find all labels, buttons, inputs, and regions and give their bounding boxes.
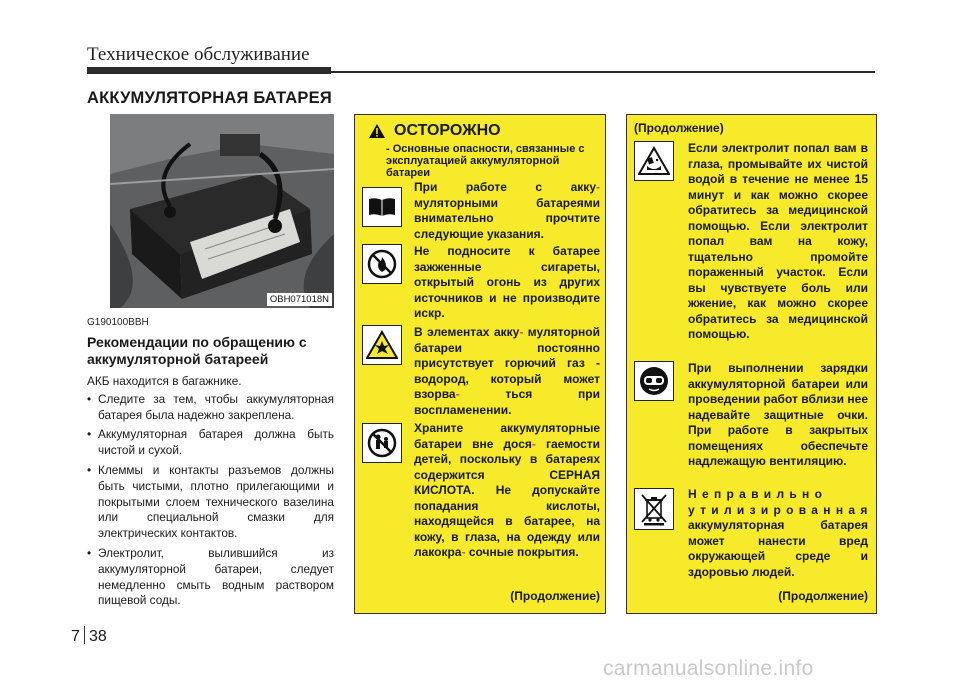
explosion-icon	[362, 325, 402, 365]
warning-title	[368, 122, 501, 140]
section-title: Техническое обслуживание	[87, 44, 310, 65]
left-column	[87, 317, 334, 613]
warning-item-2: Не подносите к батарее зажженные сигареты, открытый огонь из других источников и не производите искр.	[414, 244, 600, 320]
header-rule-thin	[331, 71, 875, 73]
battery-photo	[110, 114, 334, 308]
list-item: • Электролит, вылившийся из аккумуляторной батареи, следует немедленно смыть водным раствором пищевой соды.	[87, 546, 334, 609]
page-separator	[84, 626, 85, 644]
list-item: • Аккумуляторная батарея должна быть чистой и сухой.	[87, 427, 334, 459]
book-icon	[362, 187, 402, 227]
header-rule-thick	[87, 67, 331, 74]
page-number: 38	[89, 628, 107, 645]
continued-label-2: (Продолжение)	[778, 589, 868, 603]
list-item: • Клеммы и контакты разъемов должны быть чистыми, плотно прилегающими и покрытыми слоем технического вазелина или специальной смазки для электрических контактов.	[87, 463, 334, 542]
chapter-title: АККУМУЛЯТОРНАЯ БАТАРЕЯ	[87, 89, 332, 107]
intro-text: АКБ находится в багажнике.	[87, 374, 242, 388]
warning-item-4: Храните аккумуляторные батареи вне дося- гаемости детей, поскольку в батареях содержится СЕРНАЯ КИСЛОТА. Не допускайте попадания кислоты, находящейся в батарее, на кожу, в глаза, на одежду или лакокра- сочные покрытия.	[414, 421, 601, 559]
warning2-item-1: Если электролит попал вам в глаза, промывайте их чистой водой в течение не менее 15 минут и как можно скорее обратитесь за медицинской помощью. Если электролит попал вам на кожу, тщательно промойте пораженный участок. Если вы чувствуете боль или жжение, как можно скорее обратитесь за медицинской помощью.	[688, 141, 868, 341]
continued-label-1: (Продолжение)	[510, 589, 600, 603]
reference-code: G190100BBH	[87, 317, 149, 328]
battery-illustration	[110, 114, 334, 308]
list-item: • Следите за тем, чтобы аккумуляторная батарея была надежно закреплена.	[87, 392, 334, 424]
warning-title-text: ОСТОРОЖНО	[394, 122, 501, 139]
bullet-list	[87, 392, 334, 609]
no-flame-icon	[362, 244, 402, 284]
watermark: carmanualsonline.info	[603, 657, 814, 680]
warning2-item-3: Неправильно утилизированная аккумуляторная батарея может нанести вред окружающей среде и здоровью людей.	[688, 487, 873, 579]
no-children-icon	[362, 423, 402, 463]
continued-top: (Продолжение)	[634, 121, 724, 135]
acid-hazard-icon	[634, 141, 674, 181]
section-heading: Рекомендации по обращению с аккумуляторной батареей	[87, 334, 307, 367]
recycle-bin-icon	[634, 488, 674, 530]
warning-item-3: В элементах акку- муляторной батареи постоянно присутствует горючий газ - водород, который может взорва- ться при воспламенении.	[414, 325, 600, 417]
warning-triangle-icon	[368, 123, 386, 139]
goggles-icon	[634, 361, 674, 401]
chapter-number: 7	[71, 628, 80, 645]
photo-code: OBH071018N	[267, 293, 332, 306]
warning-item-1: При работе с акку- муляторными батареями внимательно прочтите следующие указания.	[414, 180, 600, 241]
warning-subtitle: - Основные опасности, связанные с эксплуатацией аккумуляторной батареи	[386, 143, 585, 179]
warning2-item-2: При выполнении зарядки аккумуляторной батареи или проведении работ вблизи нее надевайте защитные очки. При работе в закрытых помещениях обеспечьте надлежащую вентиляцию.	[688, 361, 868, 468]
